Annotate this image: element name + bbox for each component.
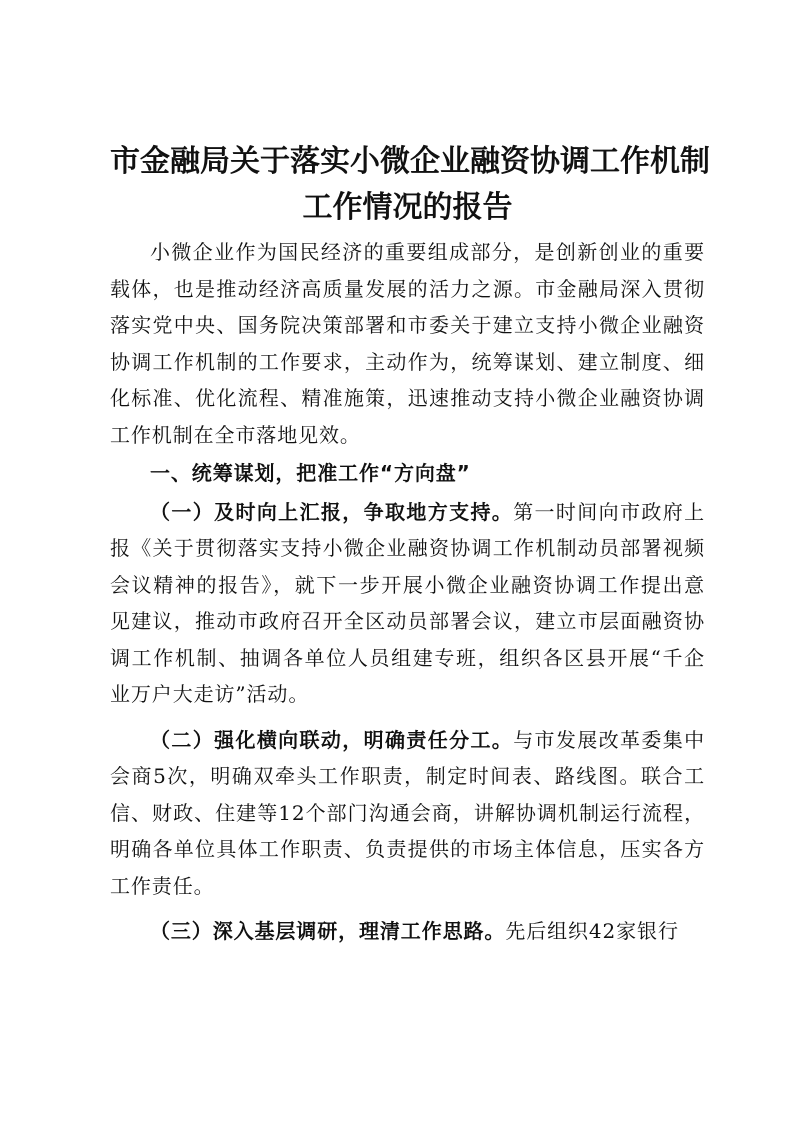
subsection-2-body: 与市发展改革委集中会商5次，明确双牵头工作职责，制定时间表、路线图。联合工信、财政、住建等12个部门沟通会商，讲解协调机制运行流程，明确各单位具体工作职责、负责提供的市场主体信息，压实各方工作责任。 xyxy=(110,727,705,898)
subsection-3-body: 先后组织42家银行 xyxy=(505,919,679,943)
subsection-2-lead: （二）强化横向联动，明确责任分工。 xyxy=(150,727,514,752)
subsection-1-body: 第一时间向市政府上报《关于贯彻落实支持小微企业融资协调工作机制动员部署视频会议精神的报告》，就下一步开展小微企业融资协调工作提出意见建议，推动市政府召开全区动员部署会议，建立市层面融资协调工作机制、抽调各单位人员组建专班，组织各区县开展“千企业万户大走访”活动。 xyxy=(110,499,705,706)
section-heading-1: 一、统筹谋划，把准工作“方向盘” xyxy=(150,461,471,485)
subsection-3 xyxy=(110,913,705,950)
subsection-1-lead: （一）及时向上汇报，争取地方支持。 xyxy=(150,499,514,524)
document-title-line-2: 工作情况的报告 xyxy=(302,190,513,225)
subsection-2 xyxy=(110,722,705,905)
document-title-line-1: 市金融局关于落实小微企业融资协调工作机制 xyxy=(110,144,710,179)
intro-paragraph: 小微企业作为国民经济的重要组成部分，是创新创业的重要载体，也是推动经济高质量发展的活力之源。市金融局深入贯彻落实党中央、国务院决策部署和市委关于建立支持小微企业融资协调工作机制的工作要求，主动作为，统筹谋划、建立制度、细化标准、优化流程、精准施策，迅速推动支持小微企业融资协调工作机制在全市落地见效。 xyxy=(110,240,705,447)
subsection-3-lead: （三）深入基层调研，理清工作思路。 xyxy=(150,919,506,943)
subsection-1 xyxy=(110,494,705,713)
